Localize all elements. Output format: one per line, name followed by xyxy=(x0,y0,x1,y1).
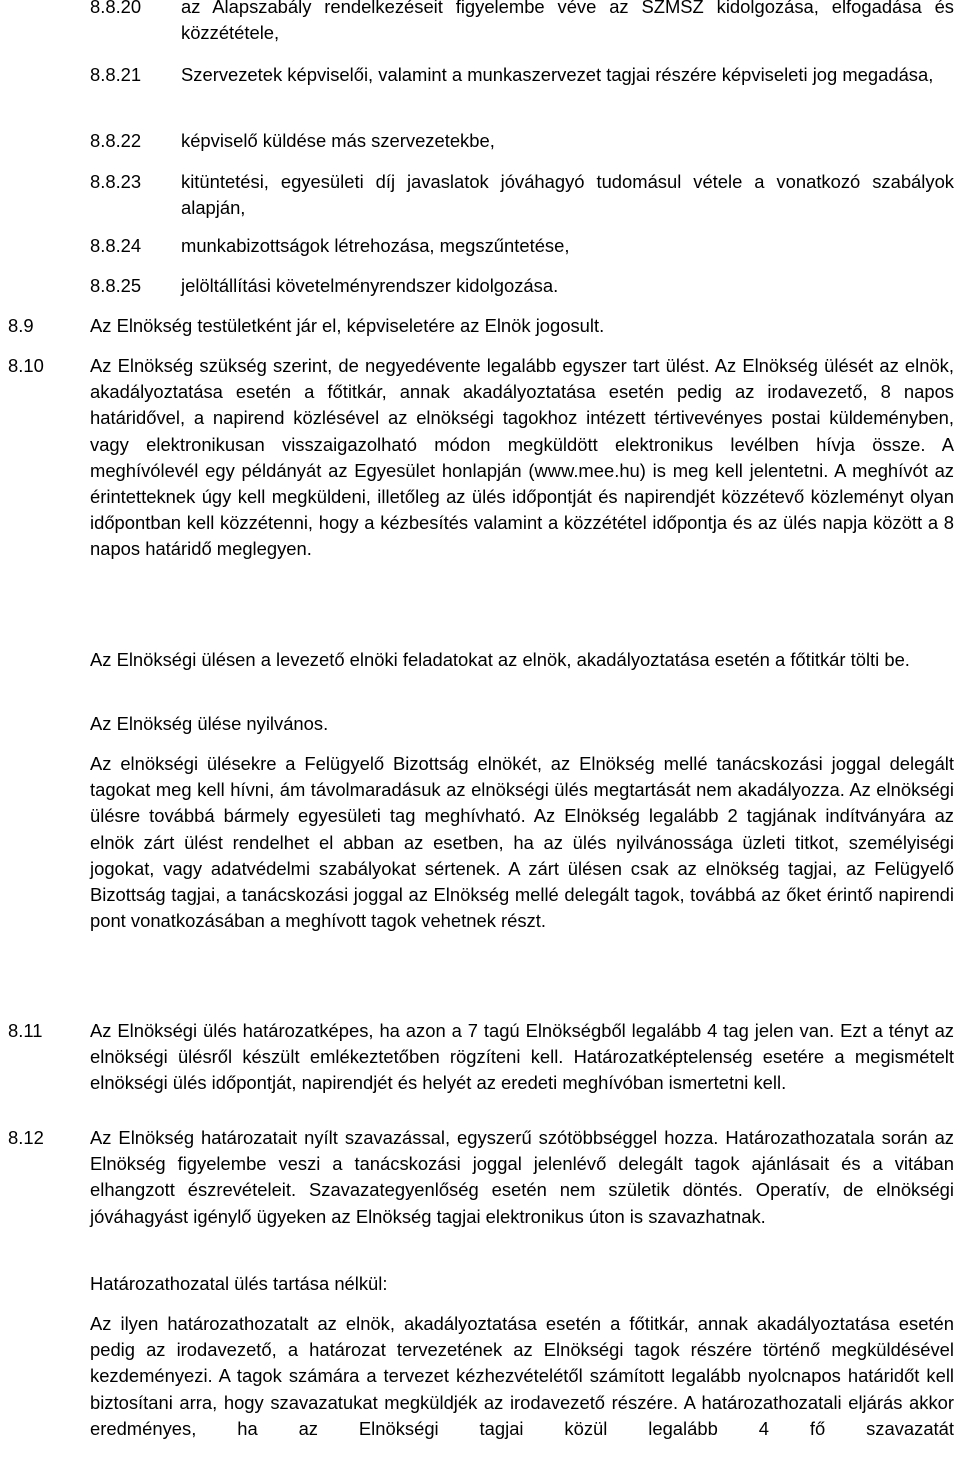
item-text: képviselő küldése más szervezetekbe, xyxy=(181,130,495,151)
item-number: 8.8.22 xyxy=(90,130,142,151)
item-number: 8.8.24 xyxy=(90,235,142,256)
section-number: 8.10 xyxy=(8,355,44,376)
item-number: 8.8.20 xyxy=(90,0,142,17)
item-text: kitüntetési, egyesületi díj javaslatok jóváhagyó tudomásul vétele a vonatkozó szabályok alapján, xyxy=(181,171,954,218)
item-number: 8.8.25 xyxy=(90,275,142,296)
section-number: 8.11 xyxy=(8,1020,43,1041)
item-text: munkabizottságok létrehozása, megszűntetése, xyxy=(181,235,570,256)
paragraph: Az Elnökség ülése nyilvános. xyxy=(90,713,329,734)
item-text: jelöltállítási követelményrendszer kidolgozása. xyxy=(181,275,559,296)
paragraph: Az ilyen határozathozatalt az elnök, akadályoztatása esetén a főtitkár, annak akadályoztatása esetén pedig az irodavezető, a határozat tervezetének az Elnökségi tagok részére történő megküldésével kezdeményezi. A tagok számára a tervezet kézhezvételétől számított legalább nyolcnapos határidőt kell biztosítani arra, hogy szavazatukat megküldjék az irodavezető részére. A határozathozatali eljárás akkor eredményes, ha az Elnökségi tagjai közül legalább 4 fő szavazatát xyxy=(90,1313,954,1439)
section-text: Az Elnökség szükség szerint, de negyedévente legalább egyszer tart ülést. Az Elnökség ülését az elnök, akadályoztatása esetén a főtitkár, annak akadályoztatása esetén pedig az irodavezető, 8 napos határidővel, a napirend közlésével az elnökségi tagokhoz intézett tértivevényes postai küldeményben, vagy elektronikusan visszaigazolható módon megküldött elektronikus levélben hívja össze. A meghívólevél egy példányát az Egyesület honlapján (www.mee.hu) is meg kell jelentetni. A meghívót az érintetteknek úgy kell megküldeni, illetőleg az ülés időpontját és napirendjét közzétevő közleményt olyan időpontban kell közzétenni, hogy a kézbesítés valamint a közzététel időpontja és az ülés napja között a 8 napos határidő meglegyen. xyxy=(90,355,954,560)
item-number: 8.8.23 xyxy=(90,171,142,192)
paragraph: Az Elnökségi ülésen a levezető elnöki feladatokat az elnök, akadályoztatása esetén a főtitkár tölti be. xyxy=(90,649,910,670)
paragraph: Határozathozatal ülés tartása nélkül: xyxy=(90,1273,388,1294)
section-number: 8.9 xyxy=(8,315,34,336)
section-text: Az Elnökség határozatait nyílt szavazással, egyszerű szótöbbséggel hozza. Határozathozatala során az Elnökség figyelembe veszi a tanácskozási joggal jelenlévő delegált tagok ajánlásait és a vitában elhangzott észrevételeit. Szavazategyenlőség esetén nem születik döntés. Operatív, de elnökségi jóváhagyást igénylő ügyeken az Elnökség tagjai elektronikus úton is szavazhatnak. xyxy=(90,1127,954,1227)
section-number: 8.12 xyxy=(8,1127,44,1148)
item-text: Szervezetek képviselői, valamint a munkaszervezet tagjai részére képviseleti jog megadása, xyxy=(181,64,934,85)
paragraph: Az elnökségi ülésekre a Felügyelő Bizottság elnökét, az Elnökség mellé tanácskozási joggal delegált tagokat meg kell hívni, ám távolmaradásuk az elnökségi ülés megtartását nem akadályozza. Az elnökségi ülésre továbbá bármely egyesületi tag meghívható. Az Elnökség legalább 2 tagjának indítványára az elnök zárt ülést rendelhet el abban az esetben, ha az ülés nyilvánossága üzleti titkot, személyiségi jogokat, vagy adatvédelmi szabályokat sértenek. A zárt ülésen csak az elnökség tagjai, az Felügyelő Bizottság tagjai, a tanácskozási joggal az Elnökség mellé delegált tagok, továbbá az őket érintő napirendi pont vonatkozásában a meghívott tagok vehetnek részt. xyxy=(90,753,954,932)
section-text: Az Elnökségi ülés határozatképes, ha azon a 7 tagú Elnökségből legalább 4 tag jelen van. Ezt a tényt az elnökségi ülésről készült emlékeztetőben rögzíteni kell. Határozatképtelenség esetére a megismételt elnökségi ülés időpontját, napirendjét és helyét az eredeti meghívóban ismertetni kell. xyxy=(90,1020,954,1094)
item-text: az Alapszabály rendelkezéseit figyelembe véve az SZMSZ kidolgozása, elfogadása és közzététele, xyxy=(181,0,954,43)
item-number: 8.8.21 xyxy=(90,64,142,85)
section-text: Az Elnökség testületként jár el, képviseletére az Elnök jogosult. xyxy=(90,315,605,336)
